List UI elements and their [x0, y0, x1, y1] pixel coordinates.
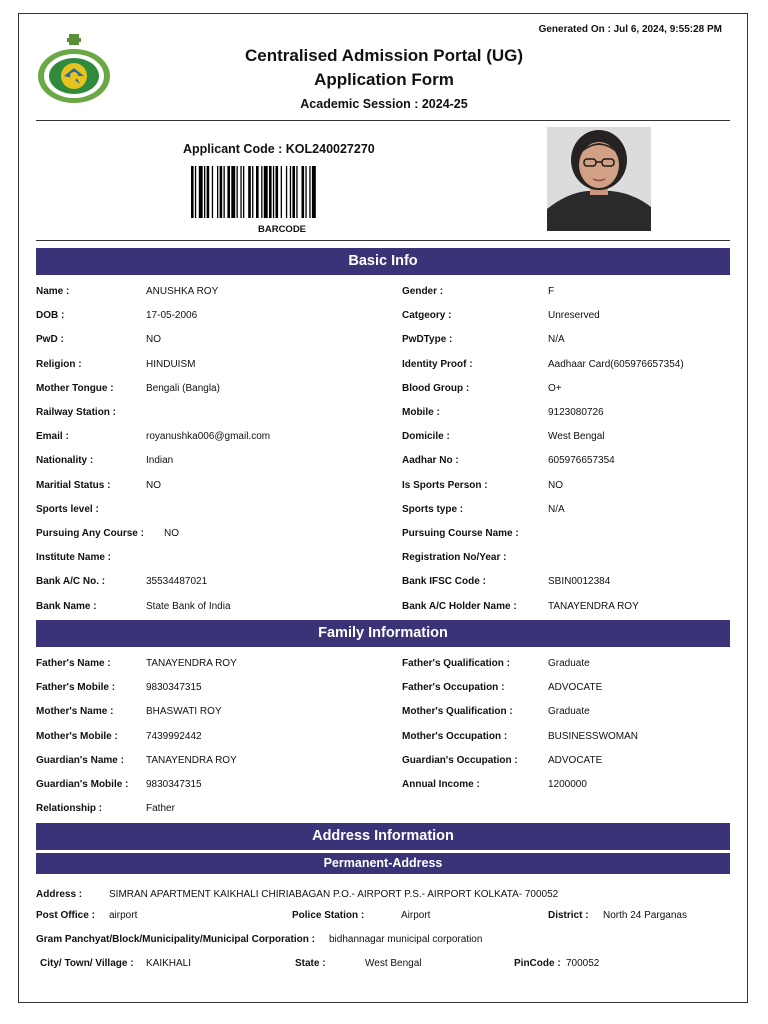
- family-info-label-left: Mother's Mobile :: [36, 730, 118, 742]
- family-info-label-right: Annual Income :: [402, 779, 480, 790]
- family-info-value-left: 9830347315: [146, 779, 202, 790]
- basic-info-label-right: Aadhar No :: [402, 455, 459, 467]
- city-value: KAIKHALI: [146, 958, 192, 969]
- basic-info-value-left: NO: [164, 528, 179, 539]
- family-info-value-right: ADVOCATE: [548, 754, 603, 766]
- barcode-bar: [248, 166, 251, 218]
- barcode-bar: [273, 166, 274, 218]
- barcode-bar: [212, 166, 213, 218]
- basic-info-value-left: royanushka006@gmail.com: [146, 431, 271, 443]
- family-info-value-right: BUSINESSWOMAN: [548, 730, 639, 742]
- basic-info-label-left: PwD :: [36, 334, 64, 346]
- basic-info-label-left: Bank Name :: [36, 600, 97, 612]
- barcode-bar: [240, 166, 241, 218]
- pincode-value: 700052: [566, 958, 600, 969]
- barcode-bar: [256, 166, 259, 218]
- basic-info-value-right: Unreserved: [548, 310, 600, 322]
- basic-info-value-right: 9123080726: [548, 407, 604, 418]
- basic-info-label-right: Bank IFSC Code :: [402, 576, 486, 588]
- basic-info-value-right: TANAYENDRA ROY: [548, 600, 639, 612]
- barcode-image: [190, 166, 396, 218]
- basic-info-label-left: Sports level :: [36, 503, 99, 515]
- basic-info-value-left: ANUSHKA ROY: [146, 286, 219, 297]
- basic-info-label-right: Sports type :: [402, 503, 464, 515]
- family-info-label-left: Guardian's Mobile :: [36, 779, 129, 790]
- barcode-bar: [305, 166, 306, 218]
- family-info-value-left: TANAYENDRA ROY: [146, 658, 237, 669]
- barcode-bar: [309, 166, 310, 218]
- state-value: West Bengal: [365, 958, 422, 969]
- basic-info-label-right: Is Sports Person :: [402, 479, 488, 491]
- basic-info-label-left: Institute Name :: [36, 552, 112, 564]
- barcode-bar: [296, 166, 297, 218]
- basic-info-label-right: Catgeory :: [402, 310, 452, 322]
- form-title: Application Form: [314, 70, 454, 89]
- generated-on: Generated On : Jul 6, 2024, 9:55:28 PM: [538, 24, 722, 35]
- gram-panchayat-label: Gram Panchyat/Block/Municipality/Municipal Corporation :: [36, 934, 315, 945]
- address-label: Address :: [36, 889, 83, 900]
- family-info-label-right: Father's Qualification :: [402, 658, 510, 669]
- basic-info-label-left: Name :: [36, 286, 70, 297]
- family-info-label-left: Father's Mobile :: [36, 682, 116, 694]
- family-info-label-right: Guardian's Occupation :: [402, 754, 518, 766]
- basic-info-label-right: Gender :: [402, 286, 444, 297]
- barcode-label: BARCODE: [257, 224, 307, 235]
- barcode-bar: [204, 166, 205, 218]
- basic-info-label-left: Maritial Status :: [36, 479, 111, 491]
- basic-info-value-right: N/A: [548, 503, 565, 515]
- barcode-bar: [207, 166, 210, 218]
- barcode-bar: [224, 166, 225, 218]
- basic-info-label-right: Pursuing Course Name :: [402, 528, 519, 539]
- section-basic-info: Basic Info: [36, 248, 730, 275]
- barcode-bar: [227, 166, 230, 218]
- gram-panchayat-value: bidhannagar municipal corporation: [329, 934, 483, 945]
- barcode-bar: [231, 166, 235, 218]
- district-value: North 24 Parganas: [603, 910, 687, 921]
- basic-info-value-right: Aadhaar Card(605976657354): [548, 358, 684, 370]
- basic-info-label-left: Bank A/C No. :: [36, 576, 106, 588]
- family-info-label-left: Father's Name :: [36, 658, 111, 669]
- family-info-value-left: Father: [146, 803, 175, 815]
- basic-info-value-left: 35534487021: [146, 576, 208, 588]
- pincode-label: PinCode :: [514, 958, 561, 969]
- basic-info-value-right: N/A: [548, 334, 565, 346]
- photo-divider: [36, 240, 730, 241]
- family-info-value-right: 1200000: [548, 779, 587, 790]
- family-info-value-right: Graduate: [548, 706, 590, 718]
- basic-info-label-right: Identity Proof :: [402, 358, 473, 370]
- section-permanent-address: Permanent-Address: [36, 853, 730, 874]
- family-info-label-right: Father's Occupation :: [402, 682, 505, 694]
- family-info-label-left: Relationship :: [36, 803, 103, 815]
- basic-info-value-right: O+: [548, 382, 562, 394]
- barcode-bar: [286, 166, 287, 218]
- family-info-value-left: 9830347315: [146, 682, 202, 694]
- basic-info-value-right: West Bengal: [548, 431, 605, 443]
- family-info-value-right: ADVOCATE: [548, 682, 603, 694]
- portal-title: Centralised Admission Portal (UG): [244, 46, 524, 65]
- basic-info-value-right: 605976657354: [548, 455, 615, 467]
- basic-info-label-left: Mother Tongue :: [36, 382, 114, 394]
- family-info-label-left: Mother's Name :: [36, 706, 114, 718]
- family-info-value-right: Graduate: [548, 658, 590, 669]
- barcode-bar: [237, 166, 238, 218]
- barcode-bar: [261, 166, 262, 218]
- family-info-value-left: 7439992442: [146, 730, 202, 742]
- barcode-bar: [264, 166, 268, 218]
- basic-info-label-left: Email :: [36, 431, 69, 443]
- barcode-bar: [199, 166, 203, 218]
- address-value: SIMRAN APARTMENT KAIKHALI CHIRIABAGAN P.O.- AIRPORT P.S.- AIRPORT KOLKATA- 700052: [109, 889, 559, 900]
- basic-info-label-right: Registration No/Year :: [402, 552, 507, 564]
- barcode-bar: [195, 166, 196, 218]
- basic-info-label-left: DOB :: [36, 310, 65, 322]
- basic-info-label-right: Mobile :: [402, 407, 440, 418]
- applicant-code: Applicant Code : KOL240027270: [183, 142, 375, 156]
- barcode-bar: [312, 166, 316, 218]
- post-office-label: Post Office :: [36, 910, 95, 921]
- basic-info-label-right: Domicile :: [402, 431, 450, 443]
- basic-info-value-left: 17-05-2006: [146, 310, 198, 322]
- barcode-bar: [217, 166, 218, 218]
- emblem-logo: [36, 34, 112, 104]
- basic-info-label-left: Railway Station :: [36, 407, 117, 418]
- basic-info-value-right: SBIN0012384: [548, 576, 611, 588]
- family-info-value-left: BHASWATI ROY: [146, 706, 222, 718]
- basic-info-label-left: Pursuing Any Course :: [36, 528, 144, 539]
- barcode-bar: [269, 166, 272, 218]
- basic-info-value-left: Indian: [146, 455, 174, 467]
- barcode-bar: [220, 166, 223, 218]
- family-info-label-right: Mother's Occupation :: [402, 730, 508, 742]
- barcode-bar: [302, 166, 305, 218]
- city-label: City/ Town/ Village :: [40, 958, 134, 969]
- state-label: State :: [295, 958, 326, 969]
- family-info-label-right: Mother's Qualification :: [402, 706, 513, 718]
- barcode-bar: [276, 166, 279, 218]
- police-station-label: Police Station :: [292, 910, 365, 921]
- basic-info-label-left: Religion :: [36, 358, 82, 370]
- academic-session: Academic Session : 2024-25: [300, 97, 468, 111]
- section-address-info: Address Information: [36, 823, 730, 850]
- basic-info-value-left: NO: [146, 334, 161, 346]
- barcode-bar: [252, 166, 253, 218]
- basic-info-value-left: State Bank of India: [146, 600, 231, 612]
- basic-info-value-left: Bengali (Bangla): [146, 382, 220, 394]
- family-info-label-left: Guardian's Name :: [36, 754, 124, 766]
- barcode-bar: [191, 166, 194, 218]
- barcode-bar: [290, 166, 291, 218]
- barcode-bar: [243, 166, 244, 218]
- applicant-photo: [547, 127, 651, 231]
- district-label: District :: [548, 910, 589, 921]
- basic-info-value-left: HINDUISM: [146, 358, 196, 370]
- section-family-info: Family Information: [36, 620, 730, 647]
- police-station-value: Airport: [401, 910, 431, 921]
- header-divider: [36, 120, 730, 121]
- basic-info-label-right: Bank A/C Holder Name :: [402, 600, 517, 612]
- basic-info-label-left: Nationality :: [36, 455, 94, 467]
- barcode-bar: [281, 166, 282, 218]
- post-office-value: airport: [109, 910, 138, 921]
- barcode-bar: [292, 166, 295, 218]
- family-info-value-left: TANAYENDRA ROY: [146, 754, 237, 766]
- basic-info-value-left: NO: [146, 479, 161, 491]
- basic-info-label-right: Blood Group :: [402, 382, 470, 394]
- basic-info-label-right: PwDType :: [402, 334, 453, 346]
- basic-info-value-right: F: [548, 286, 555, 297]
- basic-info-value-right: NO: [548, 479, 563, 491]
